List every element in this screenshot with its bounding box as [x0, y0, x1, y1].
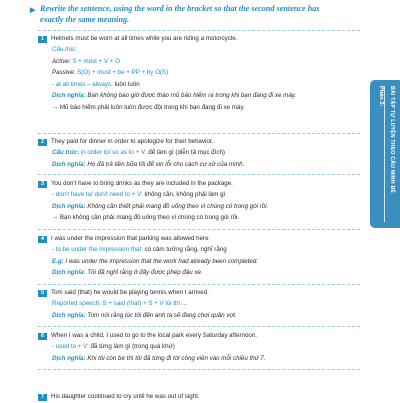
answer-item-5 — [38, 287, 366, 322]
translation: Dịch nghĩa: Khi tôi còn bé thì tôi đã từng đi tới công viên vào mỗi chiều thứ 7. — [52, 354, 266, 362]
item-number-badge: 4 — [38, 236, 47, 243]
translation: Dịch nghĩa: Tom nói rằng lúc tôi đến anh ta sẽ đang chơi quần vợt. — [52, 311, 237, 319]
chapter-title: BÀI TẬP TỰ LUYỆN THEO CẤU MINH ĐỀ — [389, 86, 395, 194]
divider — [38, 30, 360, 31]
divider — [38, 174, 360, 175]
structure-note: Cấu trúc: in order to/ so as to + V: để làm gì (diễn tả mục đích) — [52, 149, 225, 156]
answer-sentence: 6 When I was a child, I used to go to the local park every Saturday afternoon. — [38, 330, 366, 342]
divider — [38, 133, 360, 134]
example: E.g: I was under the impression that the work had already been completed. — [52, 257, 259, 265]
structure-label: Cấu trúc: — [52, 46, 78, 53]
divider — [38, 326, 360, 327]
answer-sentence: 4 I was under the impression that parking was allowed here — [38, 233, 366, 245]
vocabulary-note: - at all times – always: luôn luôn — [52, 80, 140, 88]
divider — [38, 229, 360, 230]
divider — [38, 369, 360, 370]
instructions-text: Rewrite the sentence, using the word in the bracket so that the second sentence has exactly the same meaning. — [40, 4, 320, 24]
item-number-badge: 6 — [38, 333, 47, 340]
chapter-side-tab — [370, 80, 400, 228]
vocabulary-note: - don't have to/ don't need to + V: không cần, không phải làm gì — [52, 191, 226, 198]
divider — [38, 284, 360, 285]
conclusion: → Bạn không cần phải mang đồ uống theo vì chúng có trong gói rồi. — [52, 214, 240, 221]
answer-sentence: 3 You don't have to bring drinks as they are included in the package. — [38, 178, 366, 190]
vocabulary-note: - used to + V: đã từng làm gì (trong quá khứ) — [52, 343, 175, 350]
answer-item-4 — [38, 233, 366, 279]
item-number-badge: 3 — [38, 181, 47, 188]
item-number-badge: 2 — [38, 139, 47, 146]
answer-item-3 — [38, 178, 366, 224]
item-number-badge: 7 — [38, 394, 47, 401]
translation: Dịch nghĩa: Họ đã trả tiền bữa tối để xin lỗi cho cách cư xử của mình. — [52, 160, 245, 168]
answer-item-6 — [38, 330, 366, 365]
structure-note: Reported speech: S + said (that) + S + V lùi thì ... — [52, 300, 188, 307]
answer-item-2 — [38, 136, 366, 171]
item-number-badge: 1 — [38, 36, 47, 43]
translation: Dịch nghĩa: Bạn không bao giờ được tháo mũ bảo hiểm ra trong khi bạn đang đi xe máy. — [52, 92, 297, 99]
answer-sentence: 1 Helmets must be worn at all times while you are riding a motorcycle. — [38, 33, 366, 45]
answer-item-7 — [38, 391, 366, 403]
structure-passive: Passive: S(O) + must + be + PP + by O(S) — [52, 69, 169, 76]
answer-sentence: 2 They paid for dinner in order to apologize for their behavior. — [38, 136, 366, 148]
item-number-badge: 5 — [38, 290, 47, 297]
exercise-instructions — [30, 4, 340, 25]
vocabulary-note: - to be under the impression that: có cảm tưởng rằng, nghĩ rằng — [52, 246, 227, 253]
answer-sentence: 5 Tom said (that) he would be playing tennis when I arrived. — [38, 287, 366, 299]
part-label: Phần 2: — [378, 86, 384, 107]
structure-active: Active: S + must + V + O — [52, 57, 120, 65]
conclusion: → Mũ bảo hiểm phải luôn luôn được đội trong khi bạn đang đi xe máy. — [52, 103, 245, 111]
answer-sentence: 7 His daughter continued to cry until he was out of sight. — [38, 391, 366, 403]
translation: Dịch nghĩa: Tôi đã nghĩ rằng ở đây được phép đậu xe. — [52, 269, 203, 276]
triangle-bullet-icon: ▶ — [30, 6, 36, 14]
translation: Dịch nghĩa: Không cần thiết phải mang đồ uống theo vì chúng có trong gói rồi. — [52, 202, 269, 210]
answer-item-1 — [38, 33, 366, 114]
